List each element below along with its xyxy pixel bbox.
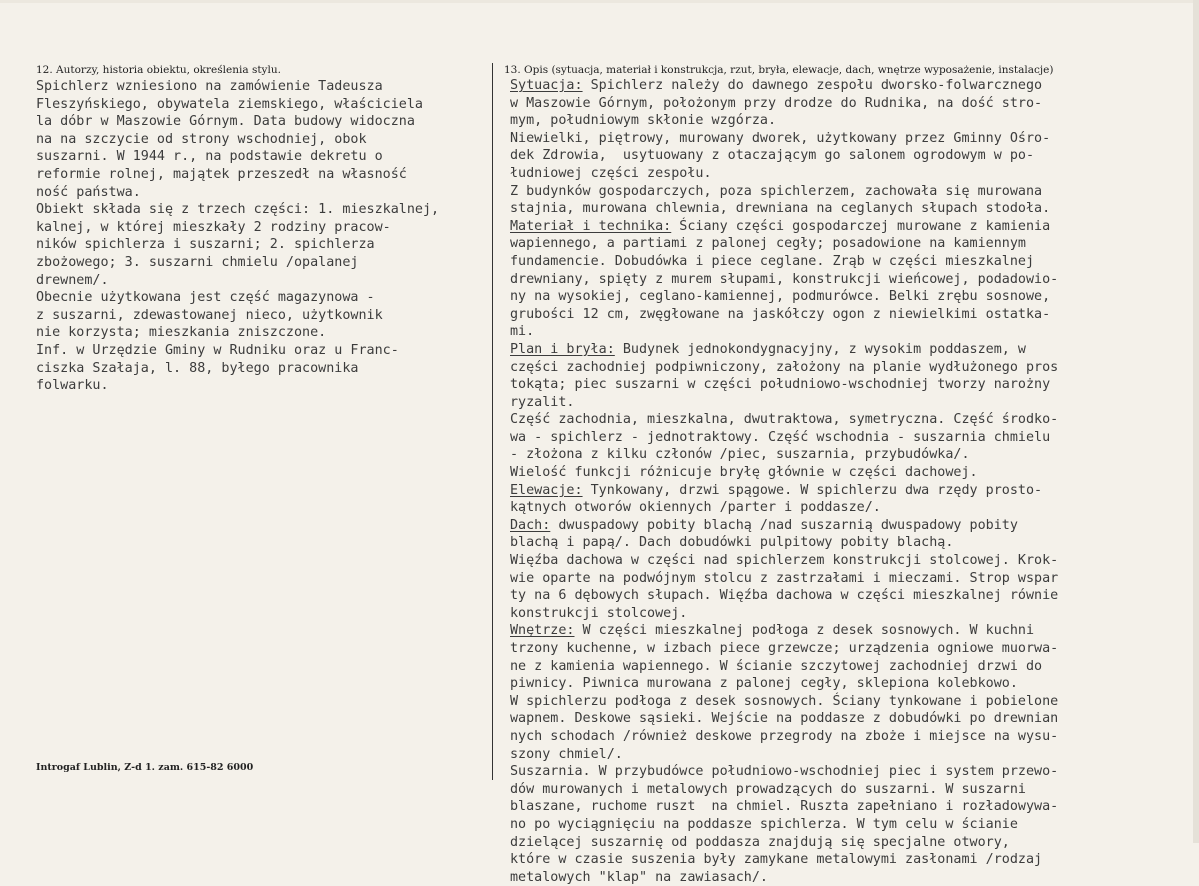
text-line: drewnem/. [36,272,109,288]
text-line [510,710,1196,728]
left-column-text [36,78,496,395]
line-text: dów murowanych i metalowych prowadzących do suszarni. W suszarni [510,781,1026,797]
text-line: ciszka Szałaja, l. 88, byłego pracownika [36,360,359,376]
line-text: blachą i papą/. Dach dobudówki pulpitowy pobity blachą. [510,535,954,551]
line-text: wa - spichlerz - jednotraktowy. Część wschodnia - suszarnia chmielu [510,429,1051,445]
text-line: ność państwa. [36,184,141,200]
text-line: z suszarni, zdewastowanej nieco, użytkownik [36,307,383,323]
text-line [510,306,1196,324]
text-line [510,183,1196,201]
section-label: Materiał i technika: [510,218,672,234]
line-text: Część zachodnia, mieszkalna, dwutraktowa, symetryczna. Część środko- [510,412,1059,428]
text-line: Inf. w Urzędzie Gminy w Rudniku oraz u Franc- [36,342,399,358]
line-text: wie oparte na podwójnym stolcu z zastrzałami i mieczami. Strop wspar [510,570,1059,586]
line-text: Ściany części gospodarczej murowane z kamienia [671,218,1051,234]
line-text: Suszarnia. W przybudówce południowo-wschodniej piec i system przewo- [510,764,1059,780]
line-text: grubości 12 cm, zwęgłowane na jaskółczy ogon z niewielkimi ostatka- [510,306,1051,322]
right-column-text [510,77,1196,886]
line-text: tokąta; piec suszarni w części południowo-wschodniej tworzy narożny [510,377,1051,393]
line-text: wapiennego, a partiami z palonej cegły; posadowione na kamiennym [510,236,1026,252]
text-line [510,341,1196,359]
line-text: blaszane, ruchome ruszt na chmiel. Ruszta zapełniano i rozładowywa- [510,799,1059,815]
text-line [510,235,1196,253]
text-line [510,798,1196,816]
line-text: w Maszowie Górnym, położonym przy drodze do Rudnika, na dość stro- [510,95,1043,111]
text-line [510,570,1196,588]
text-line: Obecnie użytkowana jest część magazynowa - [36,290,375,306]
text-line: reformie rolnej, majątek przeszedł na własność [36,166,407,182]
line-text: dwuspadowy pobity blachą /nad suszarnią dwuspadowy pobity [550,517,1018,533]
line-text: części zachodniej podpiwniczony, założony na planie wydłużonego pros [510,359,1059,375]
text-line [510,147,1196,165]
line-text: szony chmiel/. [510,746,623,762]
text-line: Obiekt składa się z trzech części: 1. mieszkalnej, [36,202,440,218]
text-line: folwarku. [36,378,109,394]
line-text: łudniowej części zespołu. [510,165,712,181]
text-line [510,218,1196,236]
line-text: dek Zdrowia, usytuowany z otaczającym go salonem ogrodowym w po- [510,148,1035,164]
text-line [510,693,1196,711]
line-text: które w czasie suszenia były zamykane metalowymi zasłonami /rodzaj [510,852,1043,868]
text-line [510,834,1196,852]
text-line: ników spichlerza i suszarni; 2. spichlerza [36,237,375,253]
line-text: Tynkowany, drzwi spągowe. W spichlerzu dwa rzędy prosto- [582,482,1043,498]
text-line [510,763,1196,781]
line-text: ty na 6 dębowych słupach. Więźba dachowa w części mieszkalnej równie [510,588,1059,604]
line-text: mym, południowym skłonie wzgórza. [510,113,777,129]
section-label: Dach: [510,517,551,533]
text-line [510,605,1196,623]
line-text: trzony kuchenne, w izbach piece grzewcze; urządzenia ogniowe muorwa- [510,641,1059,656]
left-section-heading: 12. Autorzy, historia obiektu, określenia stylu. [36,64,281,76]
text-line [510,200,1196,218]
text-line [510,359,1196,377]
text-line: Fleszyńskiego, obywatela ziemskiego, właściciela [36,96,423,112]
line-text: Budynek jednokondygnacyjny, z wysokim poddaszem, w [614,341,1026,357]
text-line: na na szczycie od strony wschodniej, obok [36,131,367,147]
line-text: piwnicy. Piwnica murowana z palonej cegły, sklepiona kolebkowo. [510,676,1018,692]
text-line: Spichlerz wzniesiono na zamówienie Tadeusza [36,79,383,94]
text-line [510,869,1196,886]
line-text: W spichlerzu podłoga z desek sosnowych. Ściany tynkowane i pobielone [510,693,1059,709]
text-line [510,781,1196,799]
section-label: Wnętrze: [510,623,575,639]
line-text: Niewielki, piętrowy, murowany dworek, użytkowany przez Gminny Ośro- [510,130,1051,146]
text-line [510,95,1196,113]
text-line [510,534,1196,552]
line-text: konstrukcji stolcowej. [510,605,688,621]
section-label: Sytuacja: [510,78,583,93]
text-line [510,323,1196,341]
text-line: suszarni. W 1944 r., na podstawie dekretu o [36,149,383,165]
text-line: kalnej, w której mieszkały 2 rodziny pracow- [36,219,391,235]
text-line [510,411,1196,429]
line-text: drewniany, spięty z murem słupami, konstrukcji wieńcowej, podadowio- [510,271,1059,287]
text-line [510,587,1196,605]
text-line: nie korzysta; mieszkania zniszczone. [36,325,327,341]
line-text: Wielość funkcji różnicuje bryłę głównie w części dachowej. [510,465,978,481]
text-line [510,376,1196,394]
line-text: metalowych "klap" na zawiasach/. [510,869,768,885]
right-section-heading: 13. Opis (sytuacja, materiał i konstrukcja, rzut, bryła, elewacje, dach, wnętrze wyposażenie, instalacje) [504,64,1054,76]
text-line [510,640,1196,658]
page-edge-top [0,0,1199,3]
text-line [510,446,1196,464]
text-line [510,288,1196,306]
text-line [510,746,1196,764]
text-line [510,429,1196,447]
section-label: Elewacje: [510,482,583,498]
text-line [510,816,1196,834]
text-line [510,130,1196,148]
line-text: - złożona z kilku członów /piec, suszarnia, przybudówka/. [510,447,970,463]
line-text: fundamencie. Dobudówka i piece ceglane. Zrąb w części mieszkalnej [510,253,1035,269]
text-line [510,482,1196,500]
printer-footer: Introgaf Lublin, Z-d 1. zam. 615-82 6000 [36,762,254,773]
line-text: kątnych otworów okiennych /parter i poddasze/. [510,500,881,516]
text-line [510,253,1196,271]
text-line [510,165,1196,183]
text-line [510,464,1196,482]
line-text: W części mieszkalnej podłoga z desek sosnowych. W kuchni [574,623,1035,639]
text-line [510,851,1196,869]
text-line [510,112,1196,130]
text-line [510,552,1196,570]
text-line [510,675,1196,693]
line-text: ny na wysokiej, ceglano-kamiennej, podmurówce. Belki zrębu sosnowe, [510,289,1051,305]
text-line [510,658,1196,676]
text-line [510,499,1196,517]
line-text: Spichlerz należy do dawnego zespołu dworsko-folwarcznego [582,78,1043,93]
line-text: stajnia, murowana chlewnia, drewniana na ceglanych słupach stodoła. [510,201,1051,217]
text-line [510,394,1196,412]
line-text: mi. [510,324,535,340]
text-line: zbożowego; 3. suszarni chmielu /opalanej [36,254,359,270]
section-label: Plan i bryła: [510,341,615,357]
line-text: ryzalit. [510,394,575,410]
line-text: ne z kamienia wapiennego. W ścianie szczytowej zachodniej drzwi do [510,658,1043,674]
line-text: nych schodach /również deskowe przegrody na zboże i miejsce na wysu- [510,728,1059,744]
line-text: Z budynków gospodarczych, poza spichlerzem, zachowała się murowana [510,183,1043,199]
line-text: no po wyciągnięciu na poddasze spichlerza. W tym celu w ścianie [510,816,1018,832]
line-text: Więźba dachowa w części nad spichlerzem konstrukcji stolcowej. Krok- [510,553,1059,569]
text-line [510,77,1196,95]
text-line [510,622,1196,640]
line-text: wapnem. Deskowe sąsieki. Wejście na poddasze z dobudówki po drewnian [510,711,1059,727]
text-line [510,728,1196,746]
text-line [510,271,1196,289]
text-line: la dóbr w Maszowie Górnym. Data budowy widoczna [36,114,415,130]
text-line [510,517,1196,535]
line-text: dzielącej suszarnię od poddasza znajdują się specjalne otwory, [510,834,1010,850]
